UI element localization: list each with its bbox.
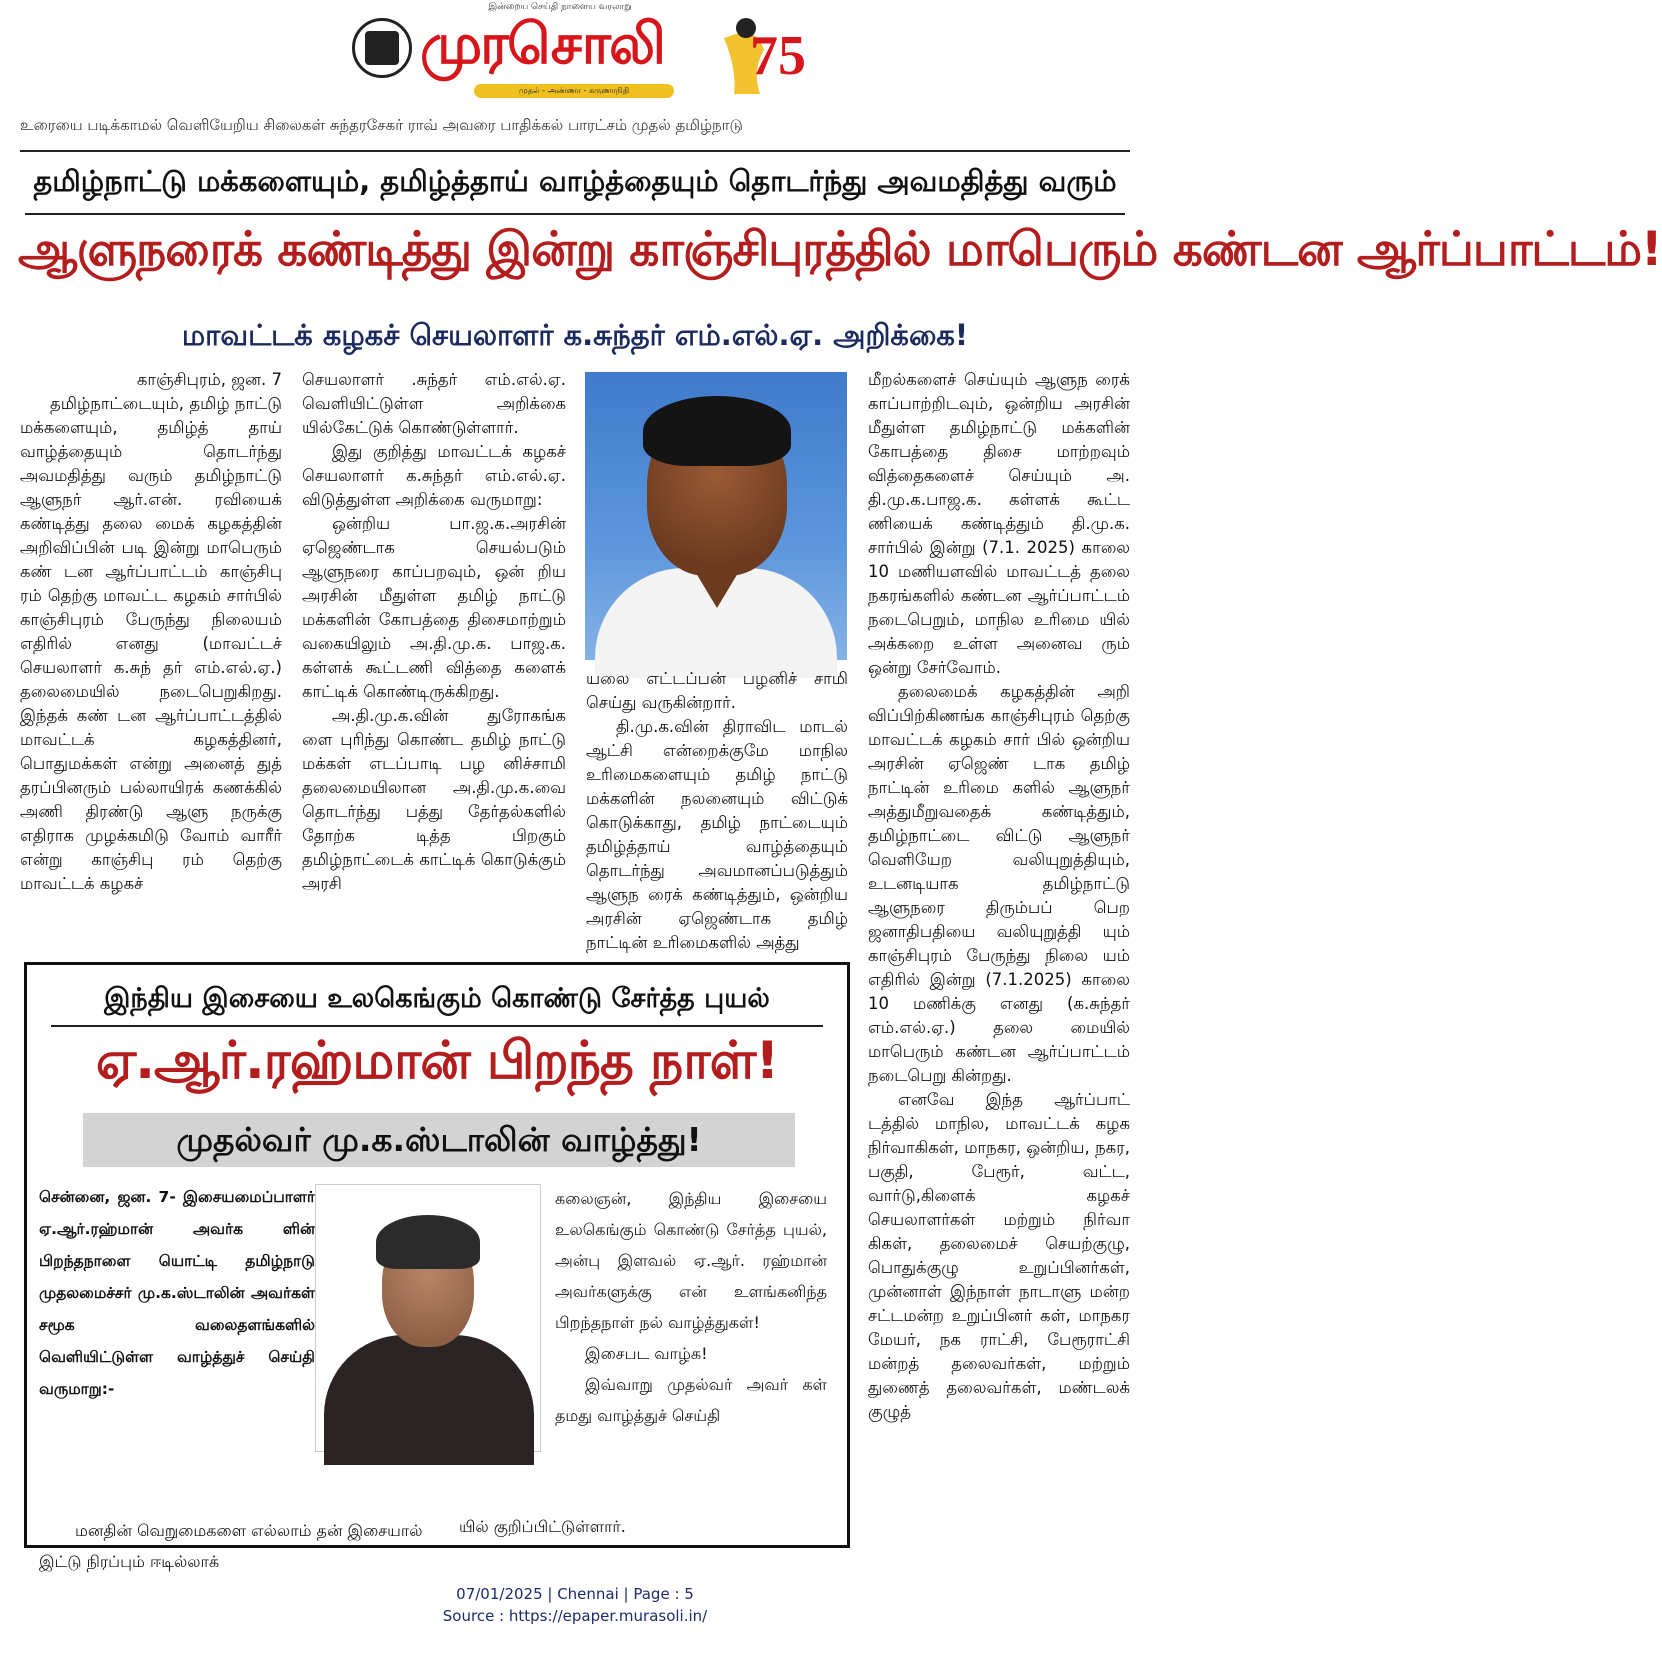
article-kicker: தமிழ்நாட்டு மக்களையும், தமிழ்த்தாய் வாழ்த்தையும் தொடர்ந்து அவமதித்து வரும் (33, 164, 1117, 198)
party-emblem-icon (352, 18, 412, 78)
paragraph: அ.தி.மு.க.வின் துரோகங்க ளை புரிந்து கொண்ட தமிழ் நாட்டு மக்கள் எடப்பாடி பழ னிச்சாமி தலைமையிலான அ.தி.மு.க.வை தொடர்ந்து பத்து தேர்தல்களில் தோற்க டித்த பிறகும் தமிழ்நாட்டைக் காட்டிக் கொடுக்கும் அரசி (302, 706, 566, 893)
paragraph: எனவே இந்த ஆர்ப்பாட் டத்தில் மாநில, மாவட்டக் கழக நிர்வாகிகள், மாநகர, ஒன்றிய, நகர, பகுதி, பேரூர், வட்ட, வார்டு,கிளைக் கழகச் செயலாளர்கள் மற்றும் நிர்வா கிகள், தலைமைச் செயற்குழு, பொதுக்குழு உறுப்பினர்கள், முன்னாள் இந்நாள் நாடாளு மன்ற சட்டமன்ற உறுப்பினர் கள், மாநகர மேயர், நக ராட்சி, பேரூராட்சி மன்றத் தலைவர்கள், மற்றும் துணைத் தலைவர்கள், மண்டலக் குழுத் (868, 1090, 1130, 1421)
paragraph: தலைமைக் கழகத்தின் அறி விப்பிற்கிணங்க காஞ்சிபுரம் தெற்கு மாவட்டக் கழகம் சார் பில் ஒன்றிய அரசின் ஏஜெண் டாக தமிழ் நாட்டின் உரிமை களில் ஆளுநர் அத்துமீறுவதைக் கண்டித்தும், தமிழ்நாட்டை விட்டு ஆளுநர் வெளியேற வலியுறுத்தியும், உடனடியாக தமிழ்நாட்டு ஆளுநரை திரும்பப் பெற ஜனாதிபதியை வலியுறுத்தி யும் காஞ்சிபுரம் பேருந்து நிலை யம் எதிரில் இன்று (7.1.2025) காலை 10 மணிக்கு எனது (க.சுந்தர் எம்.எல்.ஏ.) தலை மையில் மாபெரும் கண்டன ஆர்ப்பாட்டம் நடைபெறு கின்றது. (868, 682, 1130, 1085)
anniversary-75-icon (712, 8, 806, 98)
article-headline: ஆளுநரைக் கண்டித்து இன்று காஞ்சிபுரத்தில் மாபெரும் கண்டன ஆர்ப்பாட்டம்! (18, 222, 1662, 277)
box-subhead: முதல்வர் மு.க.ஸ்டாலின் வாழ்த்து! (83, 1113, 795, 1167)
newspaper-logo: முரசொலி (420, 12, 664, 77)
anniversary-number: 75 (750, 25, 806, 87)
rahman-portrait-photo (315, 1184, 541, 1452)
masthead (0, 0, 1150, 105)
paragraph: மீறல்களைச் செய்யும் ஆளுந ரைக் காப்பாற்றிடவும், ஒன்றிய அரசின் மீதுள்ள தமிழ்நாட்டு மக்களின் கோபத்தை திசை மாற்றவும் வித்தைகளைச் செய்யும் அ. தி.மு.க.பாஜ.க. கள்ளக் கூட்ட ணியைக் கண்டித்தும் தி.மு.க. சார்பில் இன்று (7.1. 2025) காலை 10 மணியளவில் மாவட்டத் தலை நகரங்களில் கண்டன ஆர்ப்பாட்டம் நடைபெறும், மாநில உரிமை யில் அக்கறை உள்ள அனைவ ரும் ஒன்று சேர்வோம். (868, 370, 1130, 677)
footer-date-page: 07/01/2025 | Chennai | Page : 5 (456, 1585, 694, 1603)
paragraph: இசைபட வாழ்க! (585, 1344, 708, 1363)
box-column-3 (459, 1183, 827, 1536)
logo-subtitle: முதல் - அண்ணா - கருணாநிதி (474, 84, 674, 98)
paragraph: யில் குறிப்பிட்டுள்ளார். (459, 1517, 626, 1536)
page-footer (0, 1583, 1150, 1627)
divider (20, 150, 1130, 152)
masthead-tagline: இன்றைய செய்தி நாளைய வரலாறு (488, 2, 632, 12)
box-headline: ஏ.ஆர்.ரஹ்மான் பிறந்த நாள்! (95, 1031, 779, 1091)
paragraph: இது குறித்து மாவட்டக் கழகச் செயலாளர் க.சுந்தர் எம்.எல்.ஏ. விடுத்துள்ள அறிக்கை வருமாறு: (302, 442, 566, 509)
author-portrait-photo (585, 372, 847, 660)
paragraph: தி.மு.க.வின் திராவிட மாடல் ஆட்சி என்றைக்குமே மாநில உரிமைகளையும் தமிழ் நாட்டு மக்களின் நலனையும் விட்டுக் கொடுக்காது, தமிழ் நாட்டையும் தமிழ்த்தாய் வாழ்த்தையும் தொடர்ந்து அவமானப்படுத்தும் ஆளுந ரைக் கண்டித்தும், ஒன்றிய அரசின் ஏஜெண்டாக தமிழ் நாட்டின் உரிமைகளில் அத்து (586, 717, 848, 952)
paragraph: செயலாளர் .சுந்தர் எம்.எல்.ஏ. வெளியிட்டுள்ள அறிக்கை யில்கேட்டுக் கொண்டுள்ளார். (302, 370, 566, 437)
box-column-1: சென்னை, ஜன. 7- இசையமைப்பாளர் ஏ.ஆர்.ரஹ்மான் அவர்க ளின் பிறந்தநாளை யொட்டி தமிழ்நாடு முதலமைச்சர் மு.க.ஸ்டாலின் அவர்கள் சமூக வலைதளங்களில் வெளியிட்டுள்ள வாழ்த்துச் செய்தி வருமாறு:- (39, 1188, 315, 1398)
article-column-3 (586, 667, 848, 953)
box-kicker: இந்திய இசையை உலகெங்கும் கொண்டு சேர்த்த புயல் (104, 983, 770, 1014)
dateline: காஞ்சிபுரம், ஜன. 7 (136, 370, 282, 389)
article-subhead: மாவட்டக் கழகச் செயலாளர் க.சுந்தர் எம்.எல்.ஏ. அறிக்கை! (181, 318, 969, 352)
divider (51, 1025, 823, 1027)
paragraph: மனதின் வெறுமைகளை எல்லாம் தன் இசையால் இட்டு நிரப்பும் ஈடில்லாக் (39, 1521, 423, 1571)
article-column-2 (302, 368, 566, 953)
footer-source-link[interactable]: Source : https://epaper.murasoli.in/ (442, 1607, 708, 1625)
divider (25, 213, 1125, 215)
paragraph: யலை எட்டப்பன் பழனிச் சாமி செய்து வருகின்றார். (586, 669, 848, 712)
birthday-news-box (24, 962, 850, 1571)
paragraph: ஒன்றிய பா.ஜ.க.அரசின் ஏஜெண்டாக செயல்படும் ஆளுநரை காப்பறவும், ஒன் றிய அரசின் மீதுள்ள தமிழ் நாட்டு மக்களின் கோபத்தை திசைமாற்றும் வகையிலும் அ.தி.மு.க. பாஜ.க. கள்ளக் கூட்டணி வித்தை களைக் காட்டிக் கொண்டிருக்கிறது. (302, 514, 566, 701)
previous-article-cut-text: உரையை படிக்காமல் வெளியேறிய சிலைகள் சுந்தரசேகர் ராவ் அவரை பாதிக்கல் பாரட்சம் முதல் தமிழ்நாடு (20, 116, 743, 134)
article-column-4 (868, 368, 1130, 1628)
box-column-1-bottom (39, 1515, 461, 1577)
paragraph: இவ்வாறு முதல்வர் அவர் கள் தமது வாழ்த்துச் செய்தி (555, 1375, 827, 1425)
article-column-1 (20, 368, 282, 953)
paragraph: தமிழ்நாட்டையும், தமிழ் நாட்டு மக்களையும், தமிழ்த் தாய் வாழ்த்தையும் தொடர்ந்து அவமதித்து வரும் தமிழ்நாட்டு ஆளுநர் ஆர்.என். ரவியைக் கண்டித்து தலை மைக் கழகத்தின் அறிவிப்பின் படி இன்று மாபெரும் கண் டன ஆர்ப்பாட்டம் காஞ்சிபு ரம் தெற்கு மாவட்ட கழகம் சார்பில் காஞ்சிபுரம் பேருந்து நிலையம் எதிரில் எனது (மாவட்டச் செயலாளர் க.சுந் தர் எம்.எல்.ஏ.) தலைமையில் நடைபெறுகிறது. இந்தக் கண் டன ஆர்ப்பாட்டத்தில் மாவட்டக் கழகத்தினர், பொதுமக்கள் என்று அனைத் துத் தரப்பினரும் பல்லாயிரக் கணக்கில் அணி திரண்டு ஆளு நருக்கு எதிராக முழக்கமிடு வோம் வாரீர் என்று காஞ்சிபு ரம் தெற்கு மாவட்டக் கழகச் (20, 394, 282, 893)
paragraph: கலைஞன், இந்திய இசையை உலகெங்கும் கொண்டு சேர்த்த புயல், அன்பு இளவல் ஏ.ஆர். ரஹ்மான் அவர்களுக்கு என் உளங்கனிந்த பிறந்தநாள் நல் வாழ்த்துகள்! (555, 1189, 827, 1332)
